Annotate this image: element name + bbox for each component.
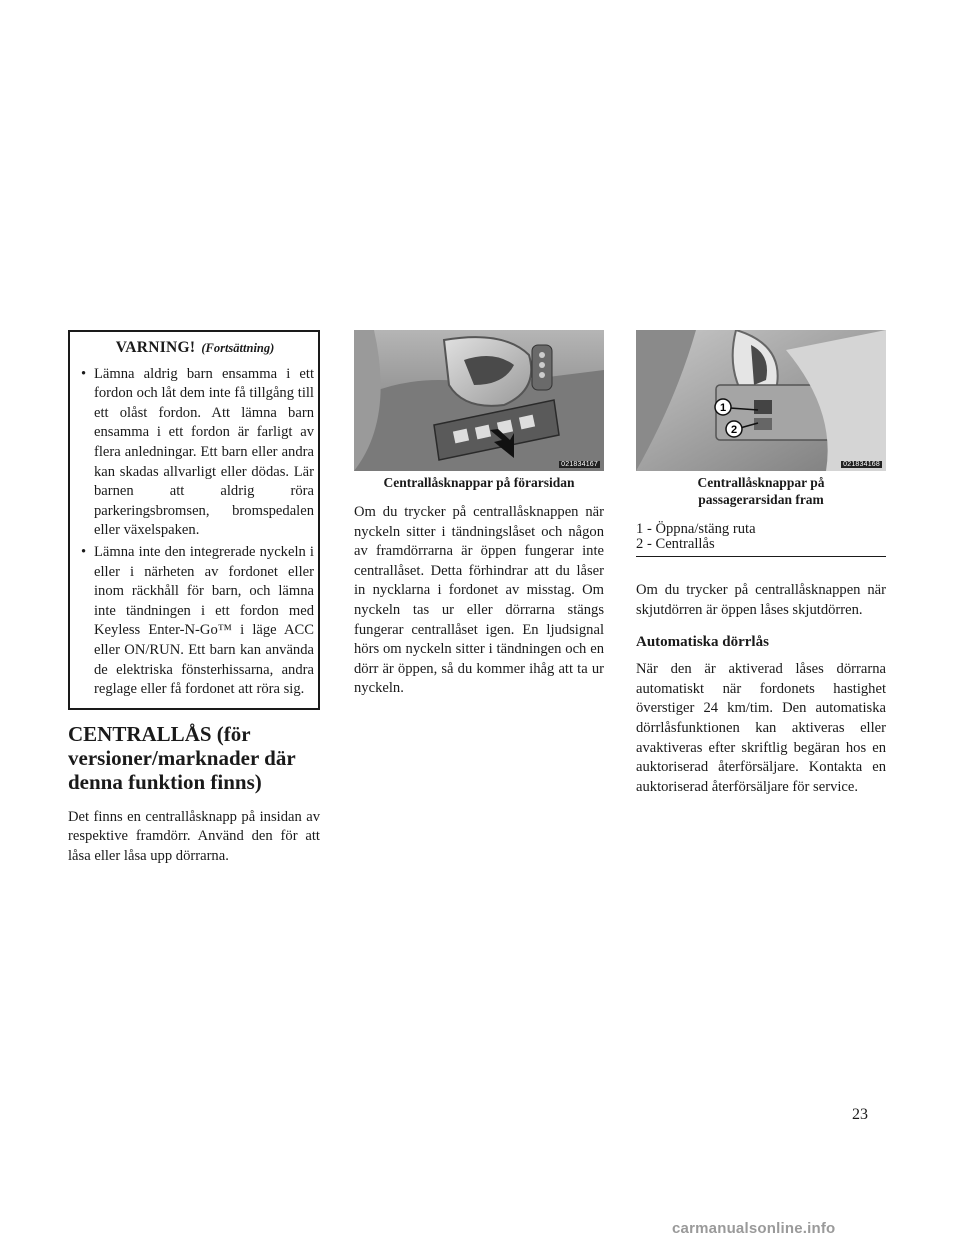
page-number: 23: [852, 1106, 868, 1123]
figure-caption: Centrallåsknappar på passagerarsidan fram: [697, 475, 825, 507]
figure-caption: Centrallåsknappar på förarsidan: [383, 475, 575, 490]
figure-legend: [636, 522, 886, 557]
warning-item: • Lämna inte den integrerade nyckeln i eller i närheten av fordonet eller inom räckhåll för barn, och lämna inte tändningen i ett fordon med Keyless Enter-N-Go™ i läge ACC eller ON/RUN. Ett barn kan använda de elektriska fönsterhissarna, andra reglage eller få fordonet att röra sig.: [81, 543, 314, 698]
legend-item: 1 - Öppna/stäng ruta: [636, 521, 756, 537]
section-heading: CENTRALLÅS (för versioner/marknader där denna funktion finns): [68, 721, 296, 794]
warning-continued: (Fortsättning): [201, 341, 275, 355]
watermark: carmanualsonline.info: [672, 1220, 836, 1237]
middle-column: [354, 330, 604, 711]
driver-door-photo: [354, 330, 604, 471]
bullet-icon: •: [81, 365, 87, 382]
subheading: Automatiska dörrlås: [636, 634, 769, 651]
warning-title: [76, 338, 314, 359]
section-intro: Det finns en centrallåsknapp på insidan av respektive framdörr. Använd den för att låsa eller låsa upp dörrarna.: [68, 808, 320, 864]
callout-1: 1: [719, 402, 727, 414]
right-column: [636, 330, 886, 809]
warning-box: [68, 330, 320, 710]
legend-item: 2 - Centrallås: [636, 536, 715, 552]
col3-text: Om du trycker på centrallåsknappen när skjutdörren är öppen låses skjutdörren.: [636, 582, 886, 618]
warning-label: VARNING!: [115, 339, 196, 356]
callout-2: 2: [730, 424, 738, 436]
passenger-door-photo: [636, 330, 886, 471]
col2-text: Om du trycker på centrallåsknappen när nyckeln sitter i tändningslåset och någon av framdörrarna är öppen fungerar inte centrallåset. Detta förhindrar att du låser in nycklarna i fordonet av misstag. Om nyckeln tas ur eller dörrarna stängs fungerar centrallåset igen. En ljudsignal hörs om nyckeln sitter i tändningen och en dörr är öppen, så du kommer ihåg att ta ur nyckeln.: [354, 504, 604, 697]
bullet-icon: •: [81, 543, 87, 560]
left-column: [68, 330, 320, 878]
image-code: 021834168: [843, 461, 880, 468]
image-code: 021834167: [561, 461, 598, 468]
auto-lock-text: När den är aktiverad låses dörrarna automatiskt när fordonets hastighet överstiger 24 km/tim. Den automatiska dörrlåsfunktionen kan aktiveras eller avaktiveras efter skriftlig begäran hos en auktoriserad återförsäljare. Kontakta en auktoriserad återförsäljare för service.: [636, 661, 886, 795]
warning-item: • Lämna aldrig barn ensamma i ett fordon och låt dem inte få tillgång till ett olåst fordon. Att lämna barn ensamma i ett fordon är farligt av flera anledningar. Ett barn eller andra kan skadas allvarligt eller dödas. Lär barnen att aldrig röra parkeringsbromsen, bromspedalen eller växelspaken.: [81, 365, 314, 539]
